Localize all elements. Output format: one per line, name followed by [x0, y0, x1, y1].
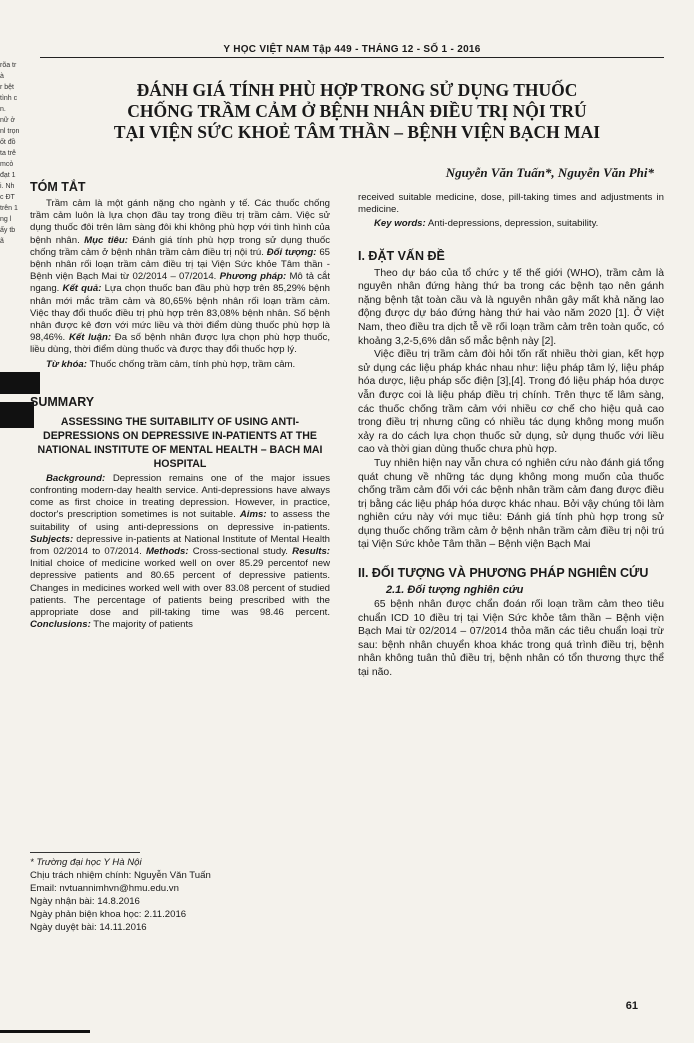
title-line: TẠI VIỆN SỨC KHOẺ TÂM THẦN – BỆNH VIỆN BẠCH MAI	[113, 122, 601, 142]
authors: Nguyễn Văn Tuấn*, Nguyễn Văn Phi*	[445, 165, 654, 180]
title-line: CHỐNG TRẦM CẢM Ở BỆNH NHÂN ĐIỀU TRỊ NỘI TRÚ	[127, 101, 587, 121]
vn-abstract: Trầm cảm là một gánh nặng cho ngành y tế. Các thuốc chống trầm cảm luôn là lựa chọn đầu tay trong điều trị trầm cảm. Việc sử dụng thuốc đôi trên lâm sàng đôi khi không phù hợp với tình hình của bệnh nhân. Mục tiêu: Đánh giá tính phù hợp trong sử dụng thuốc chống trầm cảm ở bệnh nhân trầm cảm điều trị nội trú. Đối tượng: 65 bệnh nhân rối loạn trầm cảm điều trị tại Viện Sức khỏe Tâm thần - Bệnh viện Bạch Mai từ 02/2014 – 07/2014. Phương pháp: Mô tả cắt ngang. Kết quả: Lựa chọn thuốc ban đầu phù hợp trên 85,29% bệnh nhân mới mắc trầm cảm và 80,65% bệnh nhân rối loạn trầm cảm. Việc thay đổi thuốc điều trị phù hợp trên 83,08% bệnh nhân. Số bệnh nhân được kê đơn với mức liều và thời điểm dùng thuốc phù hợp là 98,46%. Kết luận: Đa số bệnh nhân được lựa chọn phù hợp thuốc, liều dùng, thời điểm dùng thuốc và được thay đổi thuốc hợp lý.	[30, 198, 331, 356]
page-number: 61	[625, 1000, 638, 1012]
section1-heading: I. ĐẶT VẤN ĐỀ	[358, 248, 445, 263]
article-title	[60, 80, 654, 143]
section1-paragraph: Theo dự báo của tổ chức y tế thế giới (WHO), trầm cảm là nguyên nhân đứng hàng thứ ba trong các bệnh tạo nên gánh nặng bệnh tật toàn cầu và là nguyên nhân gây mất khả năng lao động được dự báo đứng hàng thứ hai vào năm 2020 [1]. Ở Việt Nam, theo điều tra dịch tễ về rối loạn trầm cảm trên toàn quốc, có khoảng 3,2-5,6% dân số mắc bệnh này [2].	[358, 267, 664, 347]
footnote-institution: * Trường đại học Y Hà Nội	[30, 857, 142, 868]
footnote-reviewed: Ngày phản biện khoa học: 2.11.2016	[30, 909, 187, 920]
scan-artifact	[0, 402, 34, 428]
scan-artifact	[0, 1030, 90, 1033]
right-column	[358, 192, 664, 680]
footnote-approved: Ngày duyệt bài: 14.11.2016	[30, 922, 147, 933]
footnotes	[30, 856, 330, 934]
footnote-responsible: Chịu trách nhiệm chính: Nguyễn Văn Tuấn	[30, 870, 211, 881]
section1-paragraph: Việc điều trị trầm cảm đòi hỏi tốn rất nhiều thời gian, kết hợp sử dụng các liệu pháp khác nhau như: liệu pháp tâm lý, liệu pháp hóa dược, liệu pháp sốc điện [3],[4]. Trong đó liệu pháp hóa dược vẫn được coi là liệu pháp điều trị chính. Trên thực tế lâm sàng, các thuốc chống trầm cảm với nhiều cơ chế cho hiệu quả cao trong điều trị nhưng cũng có nhiều tác dụng không mong muốn xảy ra do cách lựa chọn thuốc sử dụng, sử dụng thuốc với liều cao và thời gian dùng thuốc chưa phù hợp.	[358, 349, 664, 456]
english-abstract: Background: Depression remains one of the major issues confronting modern-day health service. Anti-depressions have always come as first choice in treating depression. However, in practice, doctor's prescription sometimes is not suitable. Aims: to assess the suitability of using anti-depressions on depressive in-patients. Subjects: depressive in-patients at National Institute of Mental Health from 02/2014 to 07/2014. Methods: Cross-sectional study. Results: Initial choice of medicine worked well on over 85.29 percentof new depressive patients and 80.65 percent of depressive patients. Changes in medicines worked well with over 83.08 percent of studied patients. The percentage of patients being prescribed with the appropriate dose and pill-taking time was 98.46 percent. Conclusions: The majority of patients	[30, 472, 331, 631]
section2-paragraph: 65 bệnh nhân được chẩn đoán rối loạn trầm cảm theo tiêu chuẩn ICD 10 điều trị tại Viện Sức khỏe tâm thần – Bệnh viện Bạch Mai từ 02/2014 – 07/2014 thỏa mãn các tiêu chuẩn loại trừ sau: bệnh nhân chuyển khoa khác trong quá trình điều trị, bệnh nhân không tuân thủ điều trị, bệnh nhân có tổn thương thực thể tại não.	[358, 599, 664, 679]
left-column	[30, 180, 330, 631]
vn-keywords: Từ khóa: Thuốc chống trầm cảm, tính phù hợp, trầm cảm.	[46, 358, 296, 370]
summary-heading: SUMMARY	[30, 394, 95, 409]
english-keywords: Key words: Anti-depressions, depression, suitability.	[374, 218, 599, 230]
footnote-email: Email: nvtuannimhvn@hmu.edu.vn	[30, 883, 179, 894]
section1-paragraph: Tuy nhiên hiện nay vẫn chưa có nghiên cứu nào đánh giá tổng quát chung về những tác dụng không mong muốn của thuốc chống trầm cảm đối với các bệnh nhân trầm cảm đang được điều trị bằng các liệu pháp hóa dược khác nhau. Bởi vậy chúng tôi làm nghiên cứu này với mục tiêu: Đánh giá tính phù hợp trong sử dụng thuốc chống trầm cảm ở bệnh nhân trầm cảm điều trị nội trú tại Viện Sức khỏe Tâm thần – Bệnh viện Bạch Mai	[358, 457, 664, 551]
section2-subheading: 2.1. Đối tượng nghiên cứu	[386, 584, 524, 597]
previous-page-margin: rõa tr à r bệt tình c n. nữ ở nl trọn ốt đồ ta trê mcỏ đạt 1 i. Nh c ĐT trên 1 ng l ấy tb ã	[0, 62, 20, 245]
section2-heading: II. ĐỐI TƯỢNG VÀ PHƯƠNG PHÁP NGHIÊN CỨU	[358, 566, 649, 581]
footnote-received: Ngày nhận bài: 14.8.2016	[30, 896, 140, 907]
english-abstract-continued: received suitable medicine, dose, pill-taking times and adjustments in medicine.	[358, 192, 664, 216]
title-line: ĐÁNH GIÁ TÍNH PHÙ HỢP TRONG SỬ DỤNG THUỐC	[136, 80, 578, 100]
vn-abstract-heading: TÓM TẮT	[30, 180, 86, 194]
running-header: Y HỌC VIỆT NAM Tập 449 - THÁNG 12 - SỐ 1 - 2016	[40, 44, 664, 58]
english-title: ASSESSING THE SUITABILITY OF USING ANTI-DEPRESSIONS ON DEPRESSIVE IN-PATIENTS AT THE NATIONAL INSTITUTE OF MENTAL HEALTH – BACH MAI HOSPITAL	[37, 415, 323, 470]
footnote-rule	[30, 852, 140, 853]
